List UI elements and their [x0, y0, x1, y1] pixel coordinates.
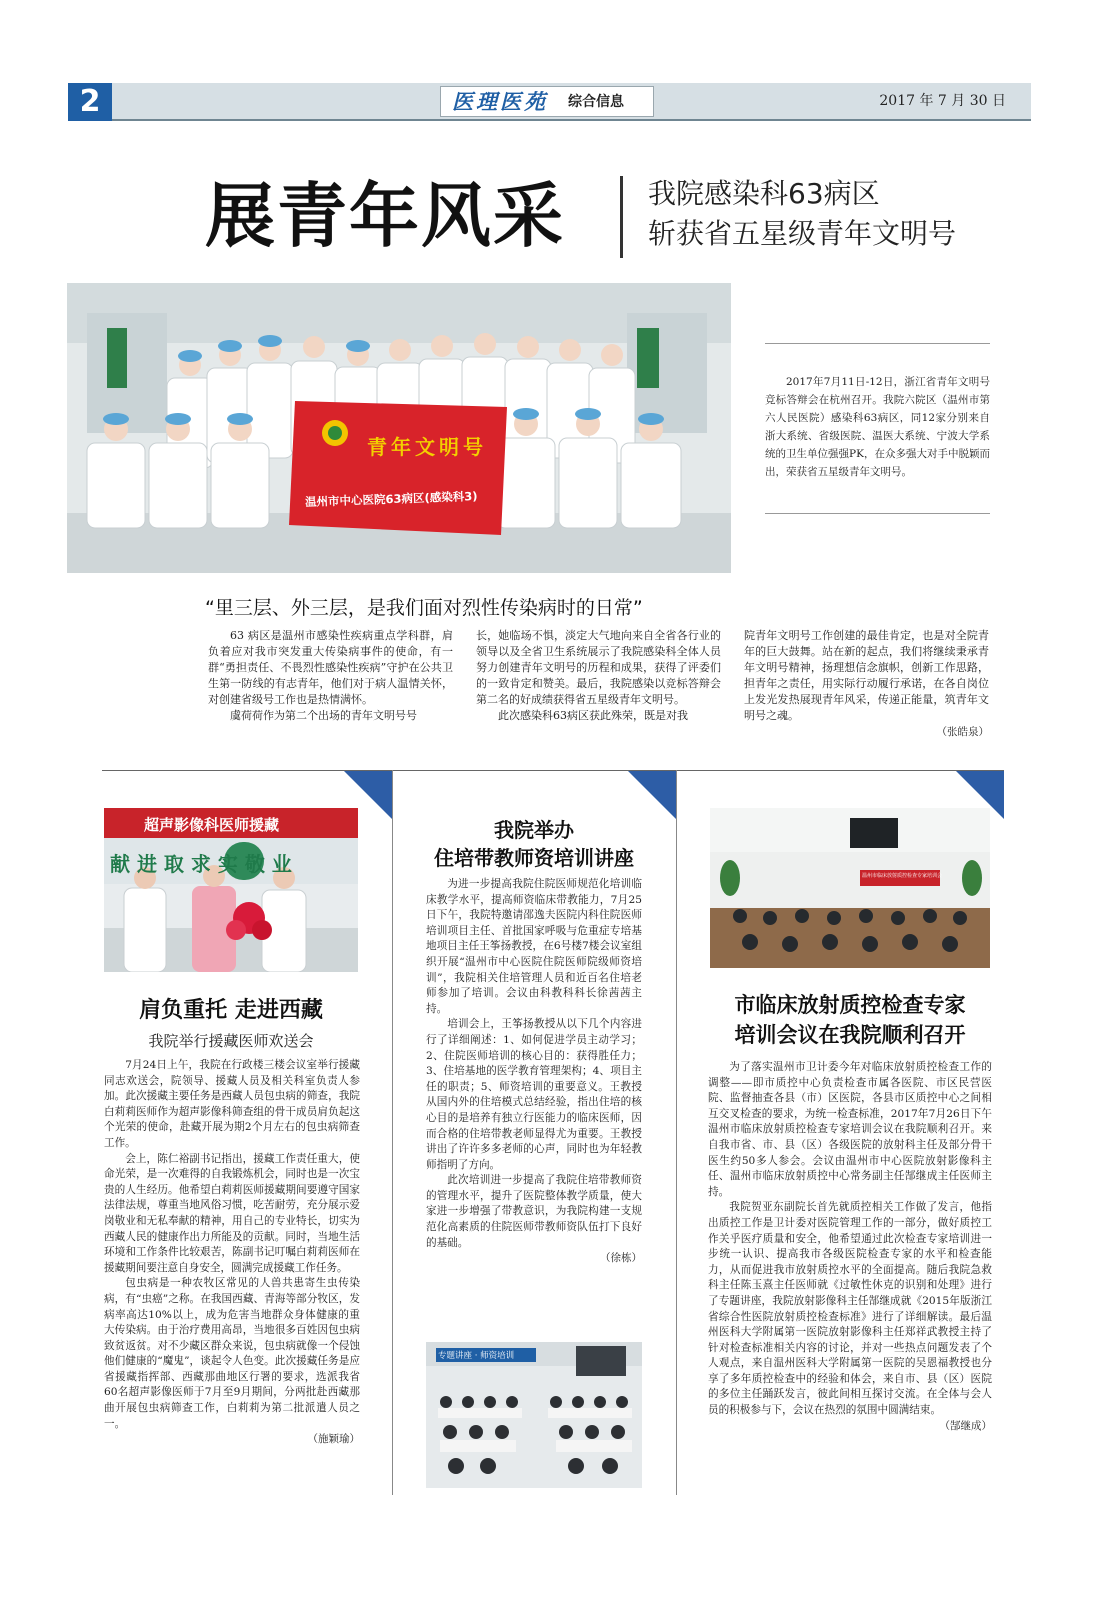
article1-subtitle: 我院举行援藏医师欢送会 [148, 1032, 314, 1050]
feature-author: （张皓泉） [936, 726, 989, 738]
article2-author: （徐栋） [600, 1252, 642, 1265]
feature-title: “里三层、外三层，是我们面对烈性传染病时的日常” [205, 597, 643, 619]
headline-subtitle [648, 174, 956, 254]
masthead-logo: 医理医苑 [452, 89, 548, 114]
corner-triangle-2 [628, 771, 676, 819]
lecture-photo-illustration [426, 1342, 642, 1488]
lead-bottom-rule [765, 513, 990, 514]
article1-title: 肩负重托 走进西藏 [139, 998, 323, 1023]
team-photo-illustration [67, 283, 731, 573]
feature-paragraph: 此次感染科63病区获此殊荣，既是对我 [498, 709, 688, 722]
banner-title: 青年文明号 [367, 435, 487, 459]
article1-paragraph: 7月24日上午，我院在行政楼三楼会议室举行援藏同志欢送会，院领导、援藏人员及相关科室负责人参加。此次援藏主要任务是西藏人员包虫病的筛查，我院白莉莉医师作为超声影像科筛查组的骨干成员肩负起这个光荣的使命，赴藏开展为期2个月左右的包虫病筛查工作。 [104, 1059, 360, 1149]
headline-subtitle-line1: 我院感染科63病区 [648, 177, 880, 210]
article3-title-line1: 市临床放射质控检查专家 [734, 993, 966, 1017]
photo-sign-slogan: 献 进 取 求 实 敬 业 [110, 852, 292, 876]
article1-paragraph: 会上，陈仁裕副书记指出，援藏工作责任重大，使命光荣，是一次难得的自我锻炼机会，同时也是一次宝贵的人生经历。他希望白莉莉医师援藏期间要遵守国家法律法规，尊重当地风俗习惯，吃苦耐劳，充分展示爱岗敬业和无私奉献的精神，用自己的专业特长，切实为西藏人民的健康作出力所能及的贡献。同时，当地生活环境和工作条件比较艰苦，陈副书记叮嘱白莉莉医师在援藏期间要注意自身安全，圆满完成援藏工作任务。 [104, 1152, 360, 1274]
section-divider [102, 770, 1004, 771]
lecture-photo-sign: 专题讲座 · 师资培训 [438, 1351, 515, 1361]
meeting-photo-illustration [710, 808, 990, 968]
feature-column-2 [476, 628, 721, 724]
lead-paragraph: 2017年7月11日-12日，浙江省青年文明号竞标答辩会在杭州召开。我院六院区（温州市第六人民医院）感染科63病区，同12家分别来自浙大系统、省级医院、温医大系统、宁波大学系统的卫生单位强强PK，在众多强大对手中脱颖而出，荣获省五星级青年文明号。 [765, 376, 990, 478]
lead-top-rule [765, 343, 990, 344]
article3-photo [710, 808, 990, 968]
main-photo [67, 283, 731, 573]
article2-paragraph: 培训会上，王筝扬教授从以下几个内容进行了详细阐述：1、如何促进学员主动学习；2、住院医师培训的核心目的：获得胜任力；3、住培基地的医学教育管理架构；4、项目主任的职责；5、师资培训的重要意义。王教授从国内外的住培模式总结经验，指出住培的核心目的是培养有独立行医能力的临床医师，因而合格的住培带教老师显得尤为重要。王教授讲出了许许多多老师的心声，同时也为年轻教师指明了方向。 [426, 1018, 642, 1171]
article2-paragraph: 为进一步提高我院住院医师规范化培训临床教学水平，提高师资临床带教能力，7月25日下午，我院特邀请邵逸夫医院内科住院医师培训项目主任、首批国家呼吸与危重症专培基地项目主任王筝扬教授，在6号楼7楼会议室组织开展“温州市中心医院住院医师院级师资培训”，我院相关住培管理人员和近百名住培老师参加了培训。会议由科教科科长徐茜茜主持。 [426, 878, 642, 1015]
article1-paragraph: 包虫病是一种农牧区常见的人兽共患寄生虫传染病，有“虫癌”之称。在我国西藏、青海等部分牧区，发病率高达10%以上，成为危害当地群众身体健康的重大传染病。由于治疗费用高昂，当地很多百姓因包虫病致贫返贫。对不少藏区群众来说，包虫病就像一个侵蚀他们健康的“魔鬼”，谈起令人色变。此次援藏任务是应省援藏指挥部、西藏那曲地区行署的要求，选派我省60名超声影像医师于7月至9月期间，分两批赴西藏那曲开展包虫病筛查工作，白莉莉为第二批派遣人员之一。 [104, 1277, 360, 1430]
article2-title-line2: 住培带教师资培训讲座 [434, 846, 634, 870]
article2-photo [426, 1342, 642, 1488]
section-name: 综合信息 [568, 94, 624, 110]
article2-body [426, 877, 642, 1267]
headline-subtitle-line2: 斩获省五星级青年文明号 [648, 217, 957, 250]
article2-title-line1: 我院举办 [494, 818, 574, 842]
feature-paragraph: 63 病区是温州市感染性疾病重点学科群，肩负着应对我市突发重大传染病事件的使命，有一群“勇担责任、不畏烈性感染性疾病”守护在公共卫生第一防线的有志青年，他们对于病人温情关怀，对创建省级号工作也是热情满怀。 [208, 629, 453, 706]
page-number: 2 [68, 83, 112, 121]
article1-author: （施颖瑜） [307, 1433, 360, 1446]
feature-paragraph: 虞荷荷作为第二个出场的青年文明号号 [230, 709, 417, 722]
article3-paragraph: 我院贺亚东副院长首先就质控相关工作做了发言，他指出质控工作是卫计委对医院管理工作的一部分，做好质控工作关乎医疗质量和安全，他希望通过此次检查专家培训进一步统一认识、提高我市各级医院检查专家的水平和检查能力，从而促进我市放射质控水平的全面提高。随后我院急救科主任陈玉熹主任医师就《过敏性休克的识别和处理》进行了专题讲座，我院放射影像科主任郜继成就《2015年版浙江省综合性医院放射质控检查标准》进行了详细解读。最后温州医科大学附属第一医院放射影像科主任郑祥武教授主持了针对检查标准相关内容的讨论，并对一些热点问题发表了个人观点，来自温州医科大学附属第一医院的吴恩福教授也分享了多年质控检查中的经验和体会，来自市、县（区）医院的多位主任踊跃发言，彼此间相互探讨交流。在全体与会人员的积极参与下，会议在热烈的氛围中圆满结束。 [708, 1201, 992, 1417]
headline-divider [620, 176, 623, 258]
article3-paragraph: 为了落实温州市卫计委今年对临床放射质控检查工作的调整——即市质控中心负责检查市属各医院、市区民营医院、监督抽查各县（市）区医院，各县市区质控中心之间相互交叉检查的要求，为统一检查标准，2017年7月26日下午温州市临床放射质控检查专家培训会议在我院顺利召开。来自我市省、市、县（区）各级医院的放射科主任及部分骨干医生约50多人参会。会议由温州市中心医院放射影像科主任、温州市临床放射质控中心常务副主任郜继成主任医师主持。 [708, 1061, 992, 1198]
banner-caption: 温州市中心医院63病区(感染科3) [304, 488, 478, 510]
feature-column-3 [744, 628, 989, 740]
column-divider-left [392, 770, 393, 1495]
article1-body [104, 1058, 360, 1448]
article2-title [426, 816, 642, 872]
feature-paragraph: 院青年文明号工作创建的最佳肯定，也是对全院青年的巨大鼓舞。站在新的起点，我们将继续秉承青年文明号精神，扬理想信念旗帜，创新工作思路，担青年之责任，用实际行动履行承诺，在各自岗位上发光发热展现青年风采，传递正能量，筑青年文明号之魂。 [744, 629, 989, 722]
article3-title [708, 990, 992, 1050]
article3-body [708, 1060, 992, 1434]
photo-sign-top: 超声影像科医师援藏 [144, 816, 280, 834]
article2-paragraph: 此次培训进一步提高了我院住培带教师资的管理水平，提升了医院整体教学质量，使大家进一步增强了带教意识，为我院构建一支规范化高素质的住院医师带教师资队伍打下良好的基础。 [426, 1174, 642, 1249]
column-divider-right [676, 770, 677, 1495]
feature-paragraph: 长，她临场不惧，淡定大气地向来自全省各行业的领导以及全省卫生系统展示了我院感染科全体人员努力创建青年文明号的历程和成果，获得了评委们的一致肯定和赞美。最后，我院感染以竞标答辩会第二名的好成绩获得省五星级青年文明号。 [476, 629, 721, 706]
feature-column-1 [208, 628, 453, 724]
article1-photo [104, 808, 358, 972]
issue-date: 2017 年 7 月 30 日 [879, 93, 1006, 109]
article3-author: （郜继成） [939, 1419, 992, 1432]
meeting-banner: 温州市临床放射质控检查专家培训会 [862, 873, 943, 879]
page-headline: 展青年风采 [205, 175, 565, 257]
article3-title-line2: 培训会议在我院顺利召开 [734, 1023, 966, 1047]
